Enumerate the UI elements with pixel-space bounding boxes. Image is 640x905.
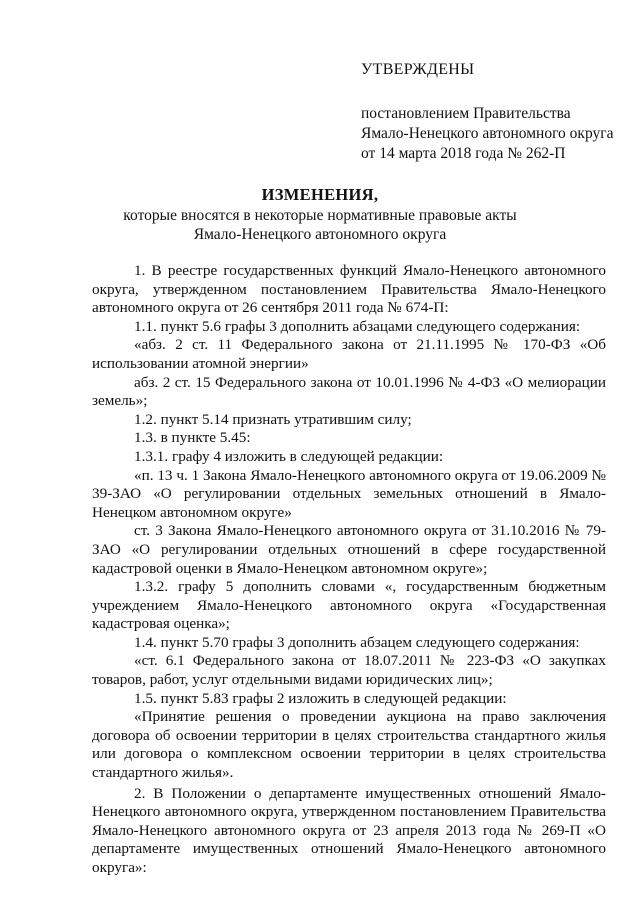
- approval-line: постановлением Правительства: [361, 105, 571, 122]
- paragraph: 1.3.1. графу 4 изложить в следующей редакции:: [134, 447, 444, 465]
- approval-line: от 14 марта 2018 года № 262-П: [361, 145, 566, 162]
- paragraph: 1.5. пункт 5.83 графы 2 изложить в следующей редакции:: [134, 689, 507, 707]
- approval-block: [361, 60, 613, 164]
- paragraph: 2. В Положении о департаменте имущественных отношений Ямало-Ненецкого автономного округа, утвержденном постановлением Правительства Ямало-Ненецкого автономного округа от 23 апреля 2013 года № 269-П «О департаменте имущественных отношений Ямало-Ненецкого автономного округа»:: [92, 784, 606, 876]
- paragraph: «абз. 2 ст. 11 Федерального закона от 21.11.1995 № 170-ФЗ «Об использовании атомной энергии»: [92, 336, 606, 372]
- approval-line: Ямало-Ненецкого автономного округа: [361, 125, 614, 142]
- paragraph: «ст. 6.1 Федерального закона от 18.07.2011 № 223-ФЗ «О закупках товаров, работ, услуг отдельными видами юридических лиц»;: [92, 652, 606, 689]
- paragraph: 1. В реестре государственных функций Ямало-Ненецкого автономного округа, утвержденном постановлением Правительства Ямало-Ненецкого автономного округа от 26 сентября 2011 года № 674-П:: [92, 262, 606, 317]
- paragraph: 1.4. пункт 5.70 графы 3 дополнить абзацем следующего содержания:: [134, 633, 580, 651]
- paragraph: «Принятие решения о проведении аукциона на право заключения договора об освоении территории в целях строительства стандартного жилья или договора о комплексном освоении территории в целях строительства стандартного жилья».: [92, 708, 606, 782]
- paragraph: абз. 2 ст. 15 Федерального закона от 10.01.1996 № 4-ФЗ «О мелиорации земель»;: [92, 373, 606, 410]
- paragraph: 1.1. пункт 5.6 графы 3 дополнить абзацами следующего содержания:: [134, 317, 581, 335]
- paragraph: 1.3. в пункте 5.45:: [134, 429, 251, 447]
- approval-heading: УТВЕРЖДЕНЫ: [361, 61, 475, 78]
- title-main: ИЗМЕНЕНИЯ,: [261, 185, 379, 204]
- document-body: [92, 262, 606, 878]
- paragraph: «п. 13 ч. 1 Закона Ямало-Ненецкого автономного округа от 19.06.2009 № 39-ЗАО «О регулировании отдельных земельных отношений в Ямало-Ненецком автономном округе»: [92, 466, 606, 521]
- title-subtitle-line: Ямало-Ненецкого автономного округа: [193, 226, 447, 243]
- paragraph: 1.2. пункт 5.14 признать утратившим силу;: [134, 410, 412, 428]
- paragraph: ст. 3 Закона Ямало-Ненецкого автономного округа от 31.10.2016 № 79-ЗАО «О регулировании отдельных отношений в сфере государственной кадастровой оценки в Ямало-Ненецком автономном округе»;: [92, 522, 606, 577]
- document-title: [0, 185, 640, 244]
- title-subtitle-line: которые вносятся в некоторые нормативные правовые акты: [123, 207, 517, 224]
- paragraph: 1.3.2. графу 5 дополнить словами «, государственным бюджетным учреждением Ямало-Ненецкого автономного округа «Государственная кадастровая оценка»;: [92, 578, 606, 633]
